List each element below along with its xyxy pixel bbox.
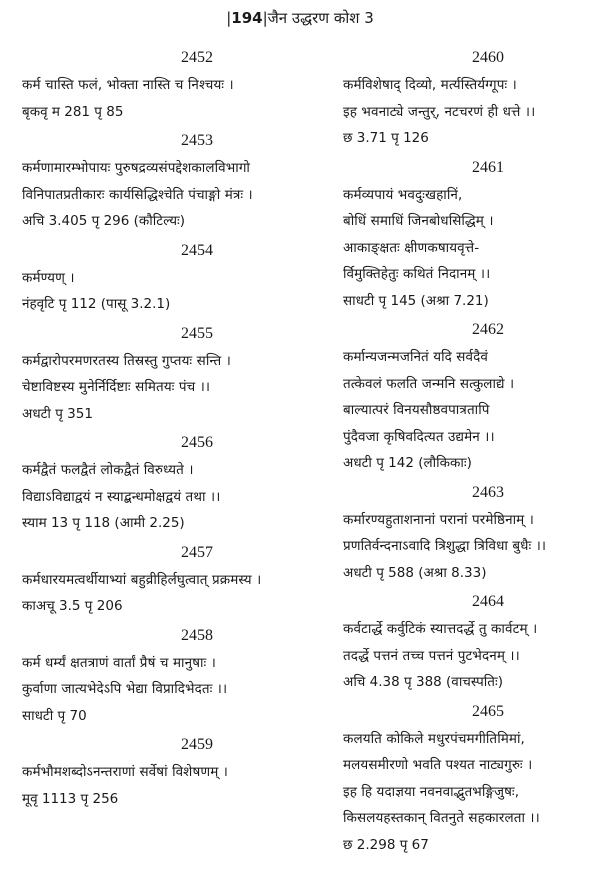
entry-number: 2462 — [472, 321, 504, 338]
source-reference: छ 2.298 पृ 67 — [343, 836, 429, 853]
quote-line: कलयति कोकिले मधुरपंचमगीतिमिमां, — [343, 730, 525, 747]
source-reference: साधटी पृ 70 — [22, 707, 87, 724]
quote-line: आकाङ्क्षतः क्षीणकषायवृत्ते- — [343, 239, 480, 256]
quote-line: कुर्वाणा जात्यभेदेऽपि भेद्या विप्रादिभेदतः ।। — [22, 681, 228, 697]
entry-number: 2463 — [472, 483, 504, 501]
entry-number: 2458 — [181, 626, 213, 644]
quote-line: विनिपातप्रतीकारः कार्यसिद्धिश्चेति पंचाङ्गो मंत्रः । — [22, 186, 253, 203]
quote-entry — [22, 324, 312, 428]
entry-number: 2455 — [181, 324, 213, 342]
source-reference: नंहवृटि पृ 112 (पासू 3.2.1) — [22, 296, 171, 312]
page-number: 194 — [231, 9, 263, 27]
source-reference: मूवृ 1113 पृ 256 — [22, 790, 119, 807]
quote-line: इह भवनाट्ये जन्तुर्, नटचरणं ही धत्ते ।। — [343, 103, 536, 120]
quote-line: कर्म धर्म्यं क्षतत्राणं वार्तां प्रैषं च मानुषाः । — [22, 654, 216, 671]
quote-line: प्रणतिर्वन्दनाऽवादि त्रिशुद्धा त्रिविधा बुधैः ।। — [343, 538, 547, 554]
entry-number: 2460 — [472, 49, 504, 66]
source-reference: अधटी पृ 588 (अश्रा 8.33) — [343, 564, 487, 581]
quote-entry — [22, 241, 312, 318]
entry-number: 2464 — [472, 593, 504, 610]
entry-number: 2461 — [472, 158, 504, 176]
quote-line: चेष्टाविष्टस्य मुनेर्निर्दिष्टाः समितयः पंच ।। — [22, 379, 211, 395]
quote-entry — [343, 48, 593, 152]
quote-line: मलयसमीरणो भवति पश्यत नाट्यगुरुः । — [343, 757, 533, 773]
source-reference: अधटी पृ 351 — [22, 405, 93, 422]
quote-entry — [343, 702, 593, 859]
quote-line: किसलयहस्तकान् वितनुते सहकारलता ।। — [343, 810, 540, 826]
quote-entry — [22, 433, 312, 537]
quote-line: कर्मान्यजन्मजनितं यदि सर्वदैवं — [343, 349, 489, 365]
right-column — [343, 48, 593, 864]
quote-line: र्विमुक्तिहेतुः कथितं निदानम् ।। — [343, 266, 491, 282]
source-reference: साधटी पृ 145 (अश्रा 7.21) — [343, 292, 489, 309]
quote-line: कर्म चास्ति फलं, भोक्ता नास्ति च निश्चयः । — [22, 77, 234, 93]
source-reference: स्याम 13 पृ 118 (आमी 2.25) — [22, 515, 185, 531]
page-header — [0, 8, 600, 28]
quote-line: तत्केवलं फलति जन्मनि सत्कुलाद्ये । — [343, 375, 515, 392]
entry-number: 2459 — [181, 736, 213, 753]
quote-entry — [343, 158, 593, 315]
quote-line: इह हि यदाज्ञया नवनवाद्भुतभङ्गिजुषः, — [343, 783, 520, 800]
source-reference: अचि 4.38 पृ 388 (वाचस्पतिः) — [343, 674, 503, 690]
source-reference: काअचू 3.5 पृ 206 — [22, 598, 123, 614]
entry-number: 2465 — [472, 702, 504, 720]
source-reference: अधटी पृ 142 (लौकिकाः) — [343, 455, 472, 471]
quote-line: कर्मारण्यहुताशनानां परानां परमेष्ठिनाम् । — [343, 511, 534, 528]
source-reference: छ 3.71 पृ 126 — [343, 130, 429, 146]
quote-line: बाल्यात्परं विनयसौष्ठवपात्रतापि — [343, 402, 490, 418]
quote-line: बोधिं समाधिं जिनबोधसिद्धिम् । — [343, 213, 494, 229]
quote-entry — [22, 131, 312, 235]
quote-entry — [343, 320, 593, 477]
quote-line: कर्मभौमशब्दोऽनन्तराणां सर्वेषां विशेषणम् । — [22, 764, 229, 780]
source-reference: बृकवृ म 281 पृ 85 — [22, 103, 124, 120]
quote-entry — [22, 626, 312, 730]
quote-line: पुंदैवजा कृषिवदित्यत उद्यमेन ।। — [343, 428, 495, 445]
quote-line: कर्मव्यपायं भवदुःखहानिं, — [343, 186, 463, 203]
quote-line: कर्मद्वैतं फलद्वैतं लोकद्वैतं विरुध्यते । — [22, 462, 194, 478]
quote-line: कर्मधारयमत्वर्थीयाभ्यां बहुव्रीहिर्लघुत्वात् प्रक्रमस्य । — [22, 571, 262, 588]
header-bar-right: | — [262, 9, 268, 27]
quote-line: कर्मद्वारोपरमणरतस्य तिस्रस्तु गुप्तयः सन्ति । — [22, 352, 231, 369]
book-title: जैन उद्धरण कोश 3 — [267, 9, 374, 27]
entry-number: 2453 — [181, 132, 213, 149]
quote-line: कर्मण्यण् । — [22, 269, 75, 286]
header-bar-left: | — [226, 9, 232, 27]
entry-number: 2456 — [181, 434, 213, 451]
entry-number: 2457 — [181, 543, 213, 561]
source-reference: अचि 3.405 पृ 296 (कौटिल्यः) — [22, 213, 186, 229]
entry-number: 2454 — [181, 241, 213, 259]
quote-line: तदर्द्धे पत्तनं तच्च पत्तनं पुटभेदनम् ।। — [343, 647, 520, 664]
quote-line: विद्याऽविद्याद्वयं न स्याद्बन्धमोक्षद्वयं तथा ।। — [22, 488, 221, 505]
quote-entry — [22, 735, 312, 812]
quote-entry — [343, 483, 593, 587]
quote-line: कर्मविशेषाद् दिव्यो, मर्त्यस्तिर्यग्गूपः । — [343, 77, 517, 93]
quote-entry — [22, 543, 312, 620]
quote-entry — [22, 48, 312, 125]
left-column — [22, 48, 312, 818]
quote-line: कर्वटार्द्धे कर्वुटिकं स्यात्तदर्द्धे तु कार्वटम् । — [343, 621, 538, 637]
quote-line: कर्मणामारम्भोपायः पुरुषद्रव्यसंपद्देशकालविभागो — [22, 160, 251, 176]
entry-number: 2452 — [181, 49, 213, 66]
quote-entry — [343, 592, 593, 696]
